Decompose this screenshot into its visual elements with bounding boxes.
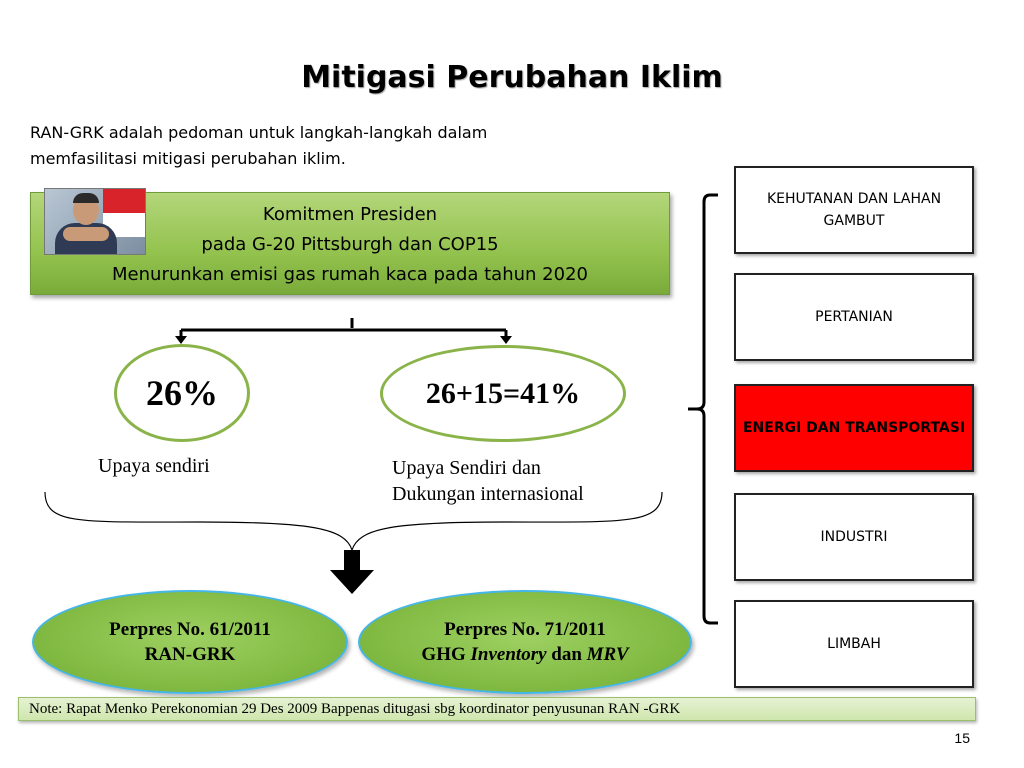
label-intl-line-1: Upaya Sendiri dan [392,457,541,479]
label-dukungan-internasional [392,455,662,507]
sector-bracket [688,195,718,623]
sector-box-kehutanan: KEHUTANAN DAN LAHAN GAMBUT [734,166,974,254]
intro-line-2: memfasilitasi mitigasi perubahan iklim. [30,149,346,168]
intro-line-1: RAN-GRK adalah pedoman untuk langkah-langkah dalam [30,123,488,142]
page-number: 15 [954,730,970,746]
perpres-61-line-1: Perpres No. 61/2011 [109,619,271,640]
slide-title: Mitigasi Perubahan Iklim [301,60,723,95]
perpres-71-ghg: GHG [421,644,471,665]
sector-box-limbah: LIMBAH [734,600,974,688]
sector-box-pertanian: PERTANIAN [734,273,974,361]
down-arrow-icon [330,550,374,594]
split-connector [181,318,506,338]
perpres-71-dan: dan [546,644,587,665]
target-26-ellipse: 26% [114,344,250,442]
label-upaya-sendiri: Upaya sendiri [98,455,210,477]
commitment-line-1: Komitmen Presiden [262,204,438,225]
perpres-71-mrv: MRV [586,644,629,665]
perpres-71-line-1: Perpres No. 71/2011 [444,619,606,640]
note-bar: Note: Rapat Menko Perekonomian 29 Des 2009 Bappenas ditugasi sbg koordinator penyusunan RAN -GRK [18,697,976,721]
sector-box-industri: INDUSTRI [734,493,974,581]
arrow-right-head [500,336,512,344]
perpres-71-line-2 [421,642,628,667]
sector-box-energi: ENERGI DAN TRANSPORTASI [734,384,974,472]
arrow-left-head [175,336,187,344]
commitment-line-3: Menurunkan emisi gas rumah kaca pada tahun 2020 [112,264,588,285]
target-41-ellipse: 26+15=41% [380,345,626,442]
perpres-61-line-2: RAN-GRK [144,644,236,665]
perpres-71-ellipse [358,590,692,694]
label-intl-line-2: Dukungan internasional [392,483,584,505]
perpres-71-inventory: Inventory [470,644,547,665]
commitment-line-2: pada G-20 Pittsburgh dan COP15 [201,234,499,255]
perpres-61-ellipse [32,590,348,694]
